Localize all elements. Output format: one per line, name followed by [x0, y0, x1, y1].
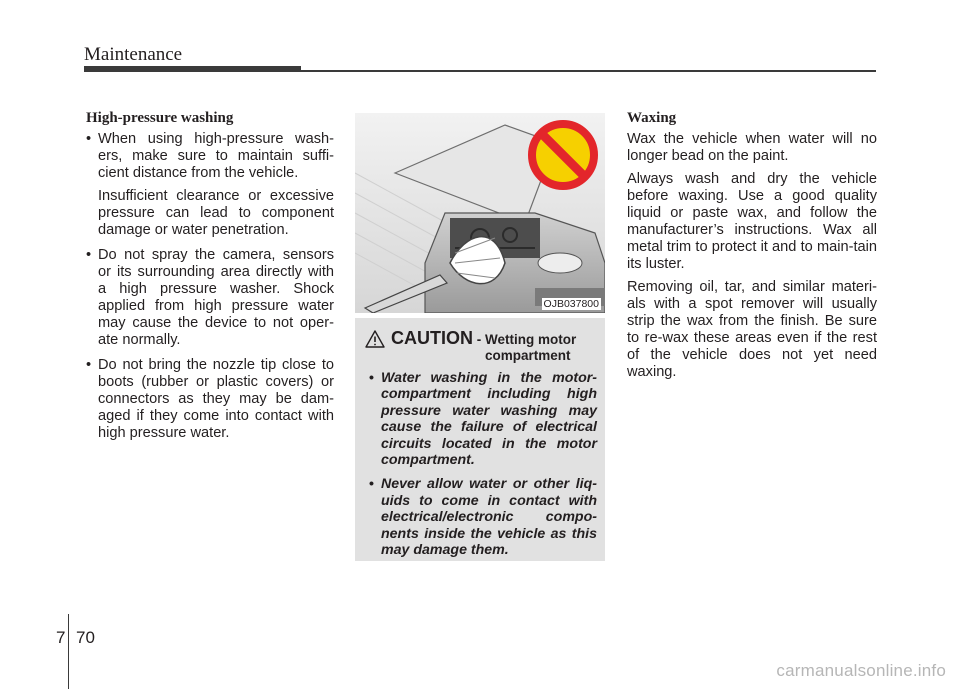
footer-rule — [68, 614, 69, 689]
warning-triangle-icon — [365, 330, 385, 348]
list-item: • Never allow water or other liq-uids to come in contact with electrical/electronic compo-nents inside the vehicle as this may damage them. — [369, 476, 597, 558]
list-item — [86, 131, 334, 239]
caution-title — [391, 330, 601, 364]
chapter-number: 7 — [56, 628, 66, 647]
paragraph: Removing oil, tar, and similar materi-als with a spot remover will usually strip the wax from the finish. Be sure to re-wax these areas even if the rest of the vehicle does not yet need waxing. — [627, 279, 877, 380]
caution-box — [355, 318, 605, 561]
caution-subtitle-line2: compartment — [485, 348, 571, 363]
list-item-text: • Do not spray the camera, sensors or its surrounding area directly with a high pressure washer. Shock applied from high pressure water may cause the device to not oper-ate normally. — [98, 247, 334, 348]
section-heading-high-pressure-washing: High-pressure washing — [86, 110, 234, 126]
prohibition-icon — [527, 119, 599, 191]
list-item: • Water washing in the motor-compartment including high pressure water washing may cause the failure of electrical circuits located in the motor compartment. — [369, 370, 597, 468]
list-item — [86, 357, 334, 442]
caution-subtitle-line1: - Wetting motor — [476, 332, 577, 347]
caution-list — [369, 370, 597, 566]
list-item — [86, 247, 334, 349]
high-pressure-washing-list — [86, 131, 334, 442]
caution-word: CAUTION — [391, 328, 473, 348]
figure-label: OJB037800 — [543, 298, 599, 310]
page-header-title: Maintenance — [84, 44, 183, 65]
paragraph: Wax the vehicle when water will no longer bead on the paint. — [627, 131, 877, 164]
list-item-text: • Do not bring the nozzle tip close to boots (rubber or plastic covers) or connectors as they may be dam-aged if they come into contact with high pressure water. — [98, 357, 334, 441]
list-item-extra: Insufficient clearance or excessive pressure can lead to component damage or water penetration. — [98, 188, 334, 238]
left-column — [86, 110, 334, 450]
list-item-text: • When using high-pressure wash-ers, make sure to maintain suffi-cient distance from the vehicle. — [98, 131, 334, 181]
section-heading-waxing: Waxing — [627, 110, 677, 126]
header-rule-thin — [301, 70, 876, 72]
paragraph: Always wash and dry the vehicle before waxing. Use a good quality liquid or paste wax, and follow the manufacturer’s instructions. Wax all metal trim to protect it and to main-tain its luster. — [627, 171, 877, 272]
right-column — [627, 110, 877, 387]
page-number: 70 — [76, 628, 95, 647]
header-rule-thick — [84, 66, 301, 72]
watermark: carmanualsonline.info — [776, 661, 946, 680]
engine-washing-illustration — [355, 113, 605, 313]
